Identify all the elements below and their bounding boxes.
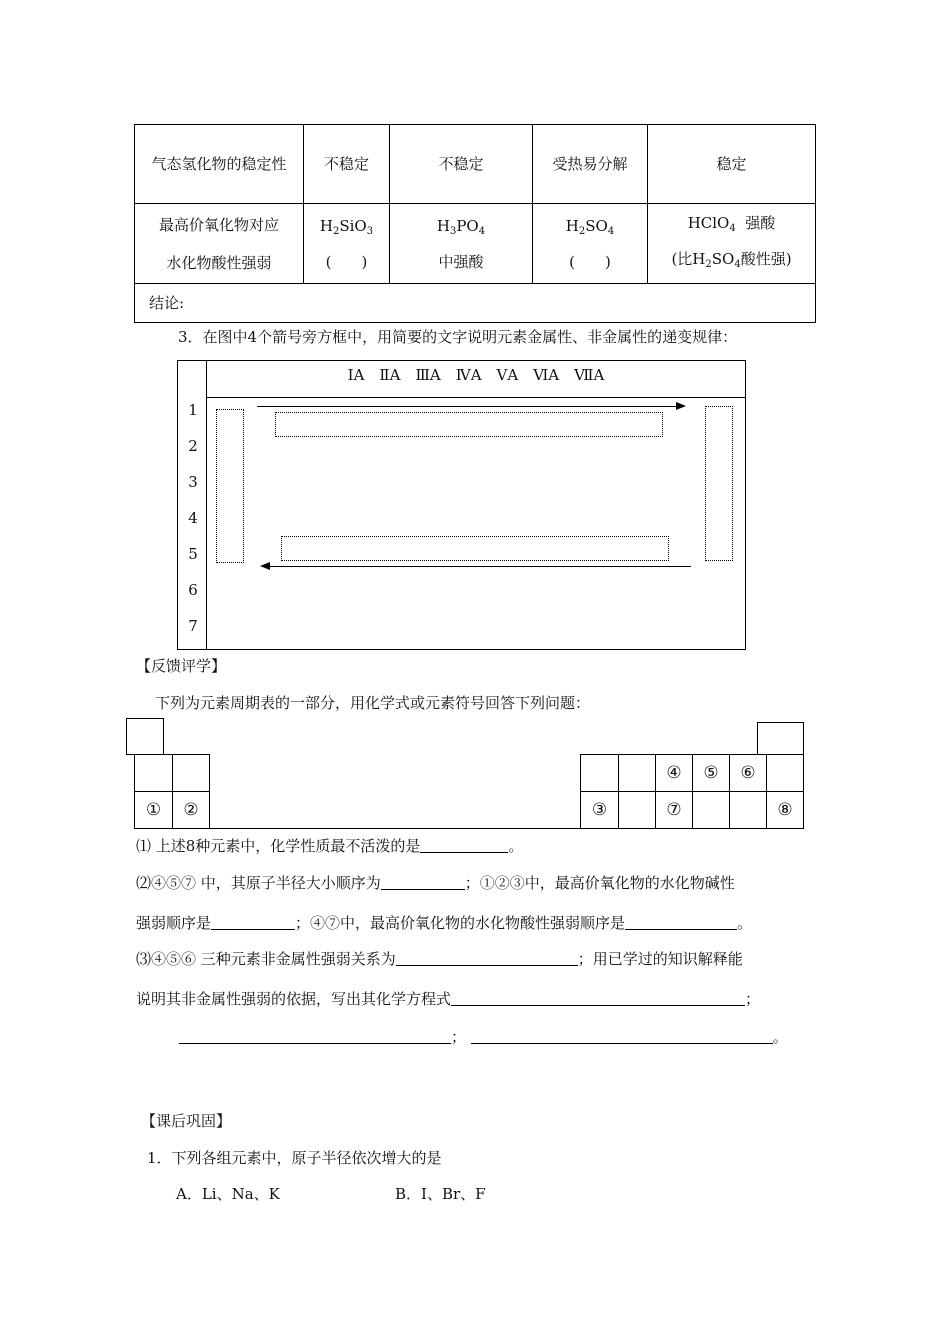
answer-blank[interactable] bbox=[420, 836, 508, 853]
feedback-question-3-line1: ⑶④⑤⑥ 三种元素非金属性强弱关系为 ；用已学过的知识解释能 bbox=[136, 950, 743, 968]
formula-h2so4: $H_2SO_4$ bbox=[565, 216, 615, 237]
answer-box-bottom[interactable] bbox=[281, 536, 669, 561]
cell-h3po4: $H_3PO_4$ 中强酸 bbox=[390, 204, 533, 284]
properties-table bbox=[134, 124, 816, 323]
table-cell-empty bbox=[580, 754, 619, 792]
cell-h2so4 bbox=[533, 204, 648, 284]
cell-s-stability: 受热易分解 bbox=[533, 125, 648, 204]
table-cell-empty bbox=[126, 718, 164, 755]
row-label-acidity: 最高价氧化物对应 水化物酸性强弱 bbox=[135, 204, 304, 284]
after-class-heading: 【课后巩固】 bbox=[141, 1112, 232, 1130]
feedback-heading: 【反馈评学】 bbox=[136, 657, 227, 675]
periodic-trend-diagram bbox=[177, 360, 746, 650]
feedback-question-2-line2: 强弱顺序是 ；④⑦中，最高价氧化物的水化物酸性强弱顺序是 。 bbox=[136, 914, 753, 932]
period-label: 4 bbox=[188, 509, 198, 527]
answer-blank[interactable] bbox=[451, 989, 745, 1006]
conclusion-row[interactable]: 结论: bbox=[135, 284, 816, 323]
question-3-text: 3．在图中4个箭号旁方框中，用简要的文字说明元素金属性、非金属性的递变规律： bbox=[178, 328, 738, 346]
cell-hclo4: HClO$_4$ 强酸 (比$H_2SO_4$酸性强) bbox=[648, 204, 816, 284]
cell-h2sio3 bbox=[304, 204, 390, 284]
table-cell-3: ③ bbox=[580, 791, 619, 829]
feedback-question-3-line3: ； 。 bbox=[179, 1026, 788, 1047]
arrow-right-head bbox=[676, 402, 686, 410]
cell-p-stability: 不稳定 bbox=[390, 125, 533, 204]
option-a[interactable]: A．Li、Na、K bbox=[176, 1185, 280, 1203]
after-question-1: 1．下列各组元素中，原子半径依次增大的是 bbox=[147, 1149, 442, 1167]
arrow-left-head bbox=[260, 562, 270, 570]
group-labels: ⅠA ⅡA ⅢA ⅣA ⅤA ⅥA ⅦA bbox=[347, 366, 605, 384]
arrow-right-top bbox=[257, 406, 677, 407]
arrow-left-bottom bbox=[270, 566, 691, 567]
acid-comparison-note: (比$H_2SO_4$酸性强) bbox=[671, 249, 792, 270]
period-label: 5 bbox=[188, 545, 198, 563]
table-cell-5: ⑤ bbox=[692, 754, 730, 792]
answer-box-right[interactable] bbox=[705, 406, 733, 561]
cell-si-stability: 不稳定 bbox=[304, 125, 390, 204]
formula-hclo4: HClO$_4$ bbox=[687, 213, 736, 234]
table-cell-empty bbox=[692, 791, 730, 829]
row-label-hydride-stability: 气态氢化物的稳定性 bbox=[135, 125, 304, 204]
table-cell-6: ⑥ bbox=[729, 754, 767, 792]
feedback-question-1: ⑴ 上述8种元素中，化学性质最不活泼的是 。 bbox=[136, 837, 524, 855]
period-label: 3 bbox=[188, 473, 198, 491]
table-cell-4: ④ bbox=[655, 754, 693, 792]
table-cell-1: ① bbox=[134, 791, 173, 829]
answer-blank[interactable] bbox=[471, 1027, 773, 1044]
period-label: 7 bbox=[188, 617, 198, 635]
feedback-question-3-line2: 说明其非金属性强弱的依据，写出其化学方程式 ； bbox=[136, 990, 761, 1008]
period-label: 1 bbox=[188, 401, 198, 419]
formula-h3po4: $H_3PO_4$ bbox=[436, 216, 486, 237]
diagram-header-divider bbox=[206, 397, 746, 398]
option-b[interactable]: B．I、Br、F bbox=[395, 1185, 486, 1203]
answer-box-top[interactable] bbox=[275, 412, 663, 437]
answer-blank[interactable] bbox=[179, 1027, 451, 1044]
table-cell-7: ⑦ bbox=[655, 791, 693, 829]
answer-blank[interactable]: ( ) bbox=[569, 252, 611, 271]
period-label: 2 bbox=[188, 437, 198, 455]
answer-box-left[interactable] bbox=[216, 409, 244, 563]
cell-cl-stability: 稳定 bbox=[648, 125, 816, 204]
table-cell-empty bbox=[766, 754, 804, 792]
feedback-question-2-line1: ⑵④⑤⑦ 中，其原子半径大小顺序为 ；①②③中，最高价氧化物的水化物碱性 bbox=[136, 874, 735, 892]
formula-h2sio3: $H_2SiO_3$ bbox=[319, 216, 374, 237]
table-cell-empty bbox=[729, 791, 767, 829]
table-cell-empty bbox=[134, 754, 173, 792]
table-cell-empty bbox=[757, 722, 804, 755]
feedback-intro: 下列为元素周期表的一部分，用化学式或元素符号回答下列问题： bbox=[155, 694, 591, 712]
period-label: 6 bbox=[188, 581, 198, 599]
answer-blank[interactable] bbox=[211, 913, 295, 930]
answer-blank[interactable] bbox=[396, 949, 578, 966]
table-cell-empty bbox=[172, 754, 210, 792]
answer-blank[interactable] bbox=[381, 873, 465, 890]
table-cell-empty bbox=[618, 754, 656, 792]
table-cell-8: ⑧ bbox=[766, 791, 804, 829]
table-cell-2: ② bbox=[172, 791, 210, 829]
diagram-column-divider bbox=[206, 360, 207, 650]
table-baseline bbox=[209, 828, 581, 829]
answer-blank[interactable] bbox=[625, 913, 737, 930]
table-cell-empty bbox=[618, 791, 656, 829]
answer-blank[interactable]: ( ) bbox=[325, 252, 368, 271]
